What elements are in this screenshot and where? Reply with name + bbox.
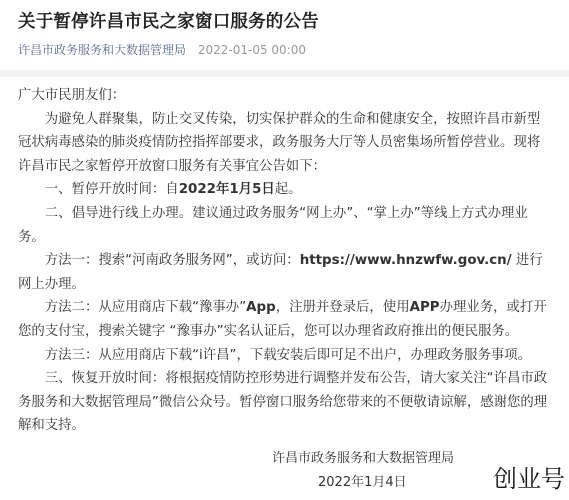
item-1-date: 2022年1月5日: [178, 182, 275, 198]
method-1-prefix: 方法一：搜索“河南政务服务网”，或访问：: [44, 253, 300, 269]
item-3: 三、恢复开放时间：将根据疫情防控形势进行调整并发布公告，请大家关注“许昌市政务服务和大数据管理局”微信公众号。暂停窗口服务给您带来的不便敬请谅解，感谢您的理解和支持。: [18, 371, 548, 434]
section-divider: [0, 70, 569, 77]
article-body: [18, 84, 548, 438]
item-1: [18, 178, 548, 202]
watermark-logo: 创业号: [489, 459, 569, 494]
method-2: [18, 296, 548, 343]
article-title: 关于暂停许昌市民之家窗口服务的公告: [18, 12, 319, 32]
intro-paragraph: 为避免人群聚集，防止交叉传染，切实保护群众的生命和健康安全，按照许昌市新型冠状病毒感染的肺炎疫情防控指挥部要求，政务服务大厅等人员密集场所暂停营业。现将许昌市民之家暂停开放窗口服务有关事宜公告如下：: [18, 111, 541, 174]
signature: 许昌市政务服务和大数据管理局: [272, 451, 455, 466]
item-2: 二、倡导进行线上办理。建议通过政务服务“网上办”、“掌上办”等线上方式办理业务。: [18, 205, 528, 245]
item-1-suffix: 起。: [274, 182, 302, 198]
method-1: [18, 249, 548, 296]
method-1-url[interactable]: https://www.hnzwfw.gov.cn/: [299, 253, 512, 269]
article-meta: [18, 41, 306, 58]
method-2-app-upper: APP: [409, 300, 440, 316]
method-2-suffix: 办理业务，或打开您的支付宝，搜索关键字 “豫事办”实名认证后，您可以办理省政府推出的便民服务。: [18, 300, 547, 339]
publish-time: 2022-01-05 00:00: [197, 43, 306, 57]
method-2-app: App: [246, 300, 276, 316]
method-1-suffix: 进行网上办理。: [18, 253, 543, 292]
item-1-prefix: 一、暂停开放时间：自: [44, 182, 179, 198]
greeting: 广大市民朋友们：: [18, 88, 126, 103]
source-link[interactable]: 许昌市政务服务和大数据管理局: [18, 43, 187, 57]
method-2-mid: ，注册并登录后，使用: [275, 300, 410, 316]
method-3: 方法三：从应用商店下载“i许昌”，下载安装后即可足不出户，办理政务服务事项。: [44, 347, 532, 363]
method-2-prefix: 方法二：从应用商店下载“豫事办”: [44, 300, 247, 316]
signature-date: 2022年1月4日: [318, 475, 407, 490]
